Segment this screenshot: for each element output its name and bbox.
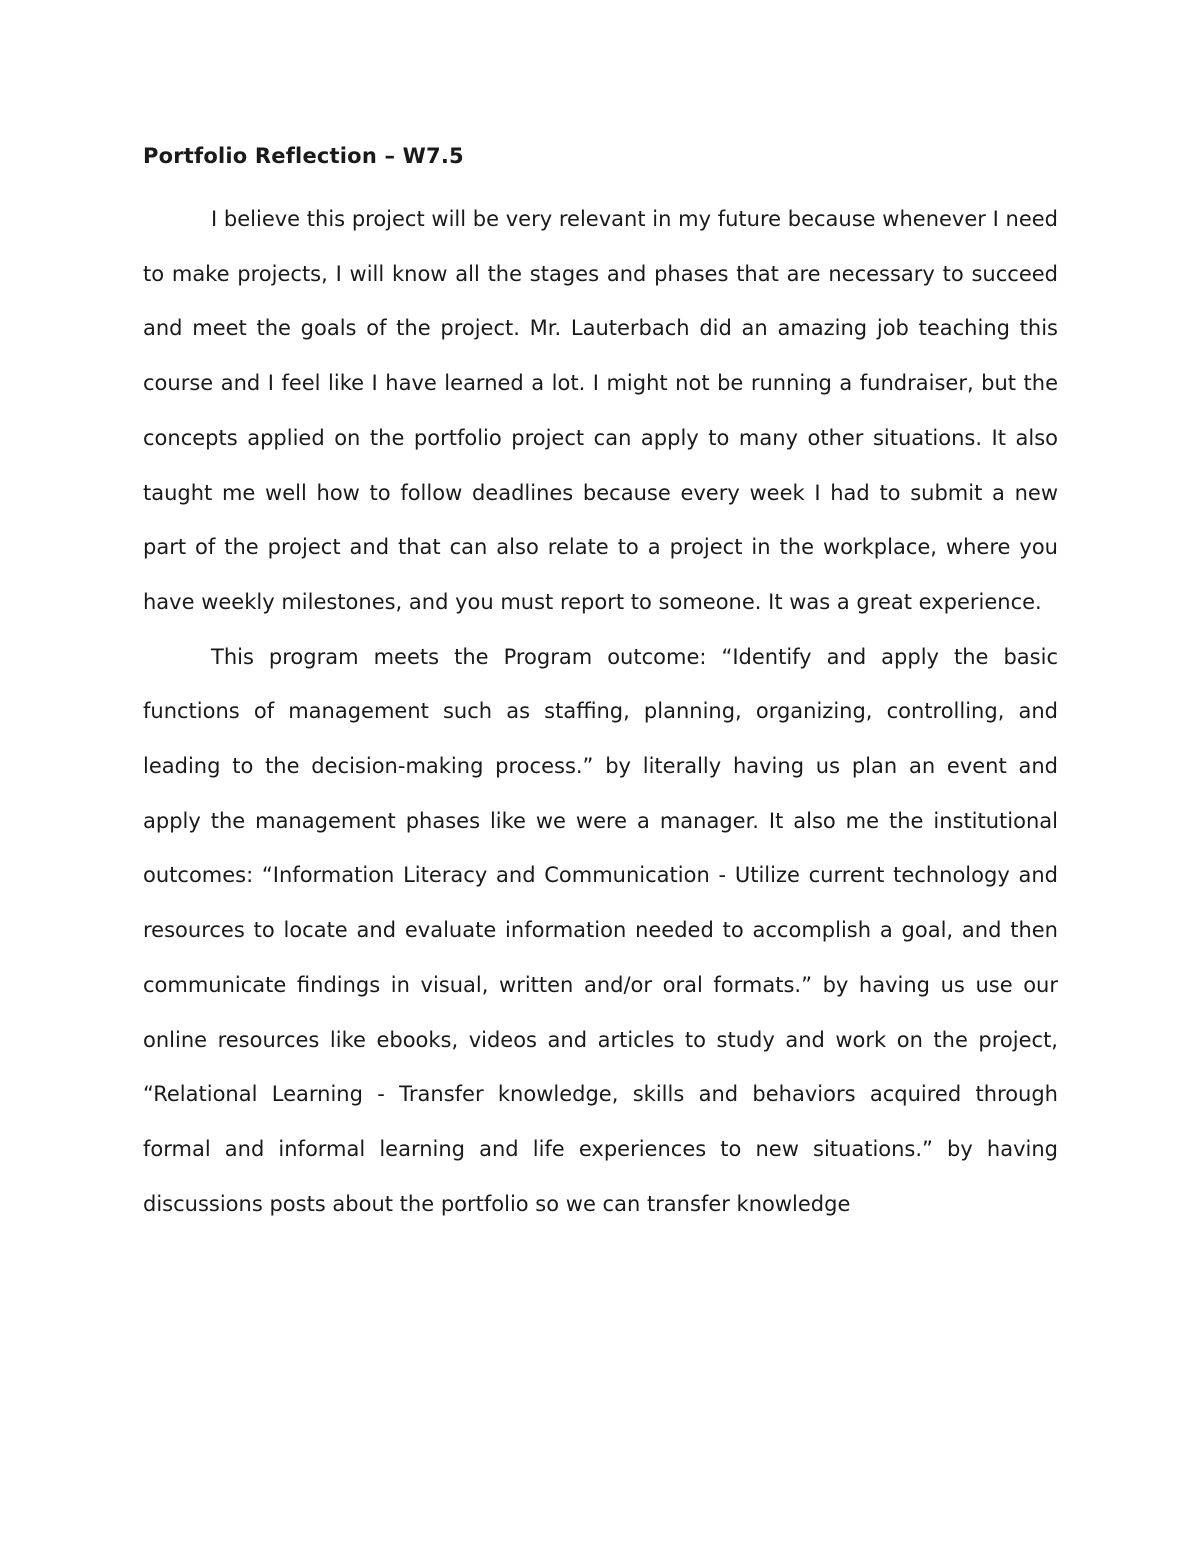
document-title: Portfolio Reflection – W7.5: [143, 144, 464, 168]
document-body: [143, 137, 1058, 1231]
paragraph-1: I believe this project will be very relevant in my future because whenever I need to make projects, I will know all the stages and phases that are necessary to succeed and meet the goals of the project. Mr. Lauterbach did an amazing job teaching this course and I feel like I have learned a lot. I might not be running a fundraiser, but the concepts applied on the portfolio project can apply to many other situations. It also taught me well how to follow deadlines because every week I had to submit a new part of the project and that can also relate to a project in the workplace, where you have weekly milestones, and you must report to someone. It was a great experience.: [143, 207, 1058, 614]
paragraph-2: This program meets the Program outcome: “Identify and apply the basic functions of management such as staffing, planning, organizing, controlling, and leading to the decision-making process.” by literally having us plan an event and apply the management phases like we were a manager. It also me the institutional outcomes: “Information Literacy and Communication - Utilize current technology and resources to locate and evaluate information needed to accomplish a goal, and then communicate findings in visual, written and/or oral formats.” by having us use our online resources like ebooks, videos and articles to study and work on the project, “Relational Learning - Transfer knowledge, skills and behaviors acquired through formal and informal learning and life experiences to new situations.” by having discussions posts about the portfolio so we can transfer knowledge: [143, 644, 1058, 1216]
